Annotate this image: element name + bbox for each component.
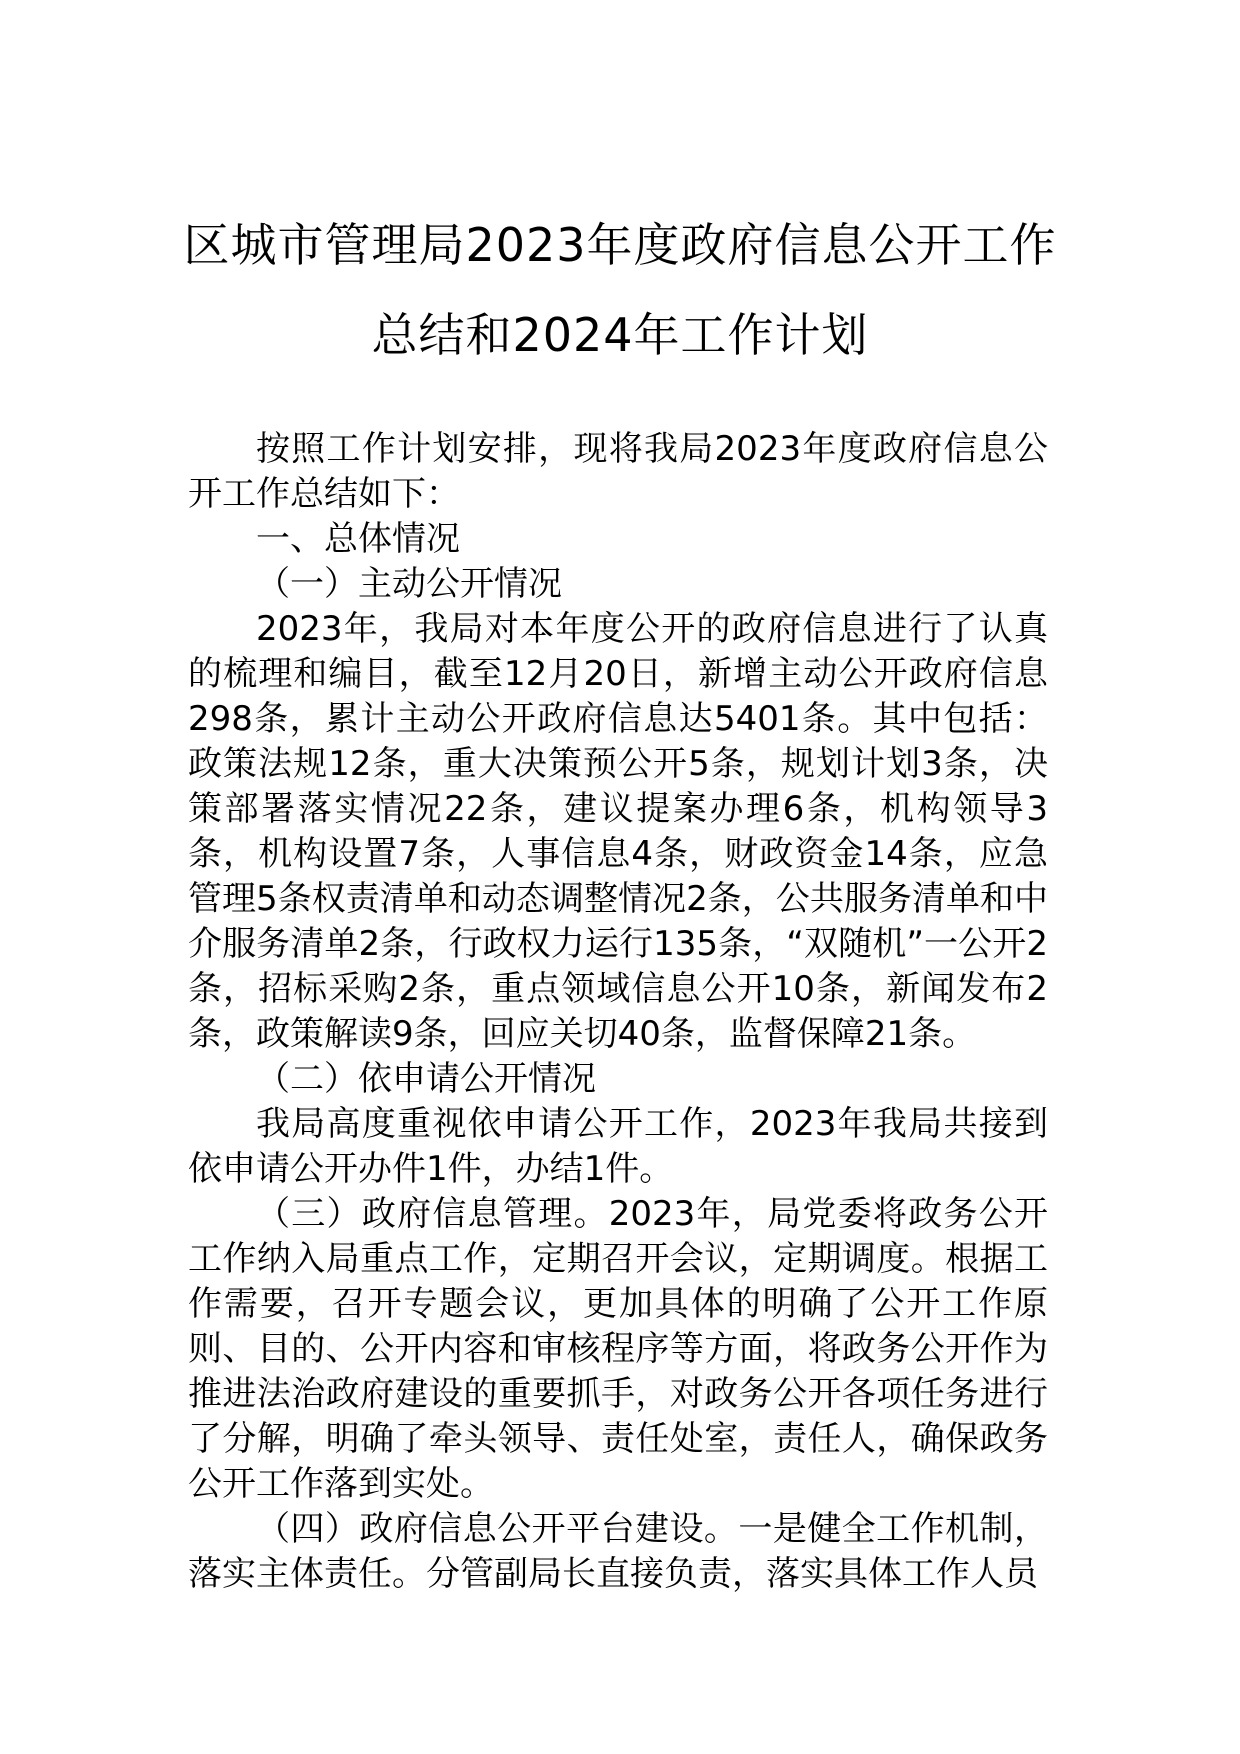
document-title-line-1: 区城市管理局2023年度政府信息公开工作 [183, 218, 1057, 272]
paragraph-application-disclosure: 我局高度重视依申请公开工作，2023年我局共接到依申请公开办件1件，办结1件。 [188, 1104, 1048, 1189]
subheading-proactive-disclosure: （一）主动公开情况 [256, 564, 562, 604]
section-heading-overview: 一、总体情况 [256, 519, 460, 559]
paragraph-information-management: （三）政府信息管理。2023年，局党委将政务公开工作纳入局重点工作，定期召开会议，定期调度。根据工作需要，召开专题会议，更加具体的明确了公开工作原则、目的、公开内容和审核程序等方面，将政务公开作为推进法治政府建设的重要抓手，对政务公开各项任务进行了分解，明确了牵头领导、责任处室，责任人，确保政务公开工作落到实处。 [188, 1194, 1048, 1504]
paragraph-platform-construction: （四）政府信息公开平台建设。一是健全工作机制，落实主体责任。分管副局长直接负责，落实具体工作人员 [188, 1509, 1048, 1594]
document-body [188, 427, 1048, 1597]
paragraph-proactive-disclosure: 2023年，我局对本年度公开的政府信息进行了认真的梳理和编目，截至12月20日，新增主动公开政府信息298条，累计主动公开政府信息达5401条。其中包括：政策法规12条，重大决策预公开5条，规划计划3条，决策部署落实情况22条，建议提案办理6条，机构领导3条，机构设置7条，人事信息4条，财政资金14条，应急管理5条权责清单和动态调整情况2条，公共服务清单和中介服务清单2条，行政权力运行135条，“双随机”一公开2条，招标采购2条，重点领域信息公开10条，新闻发布2条，政策解读9条，回应关切40条，监督保障21条。 [188, 609, 1048, 1054]
intro-paragraph: 按照工作计划安排，现将我局2023年度政府信息公开工作总结如下： [188, 429, 1048, 514]
subheading-application-disclosure: （二）依申请公开情况 [256, 1059, 596, 1099]
document-title-line-2: 总结和2024年工作计划 [371, 308, 869, 362]
